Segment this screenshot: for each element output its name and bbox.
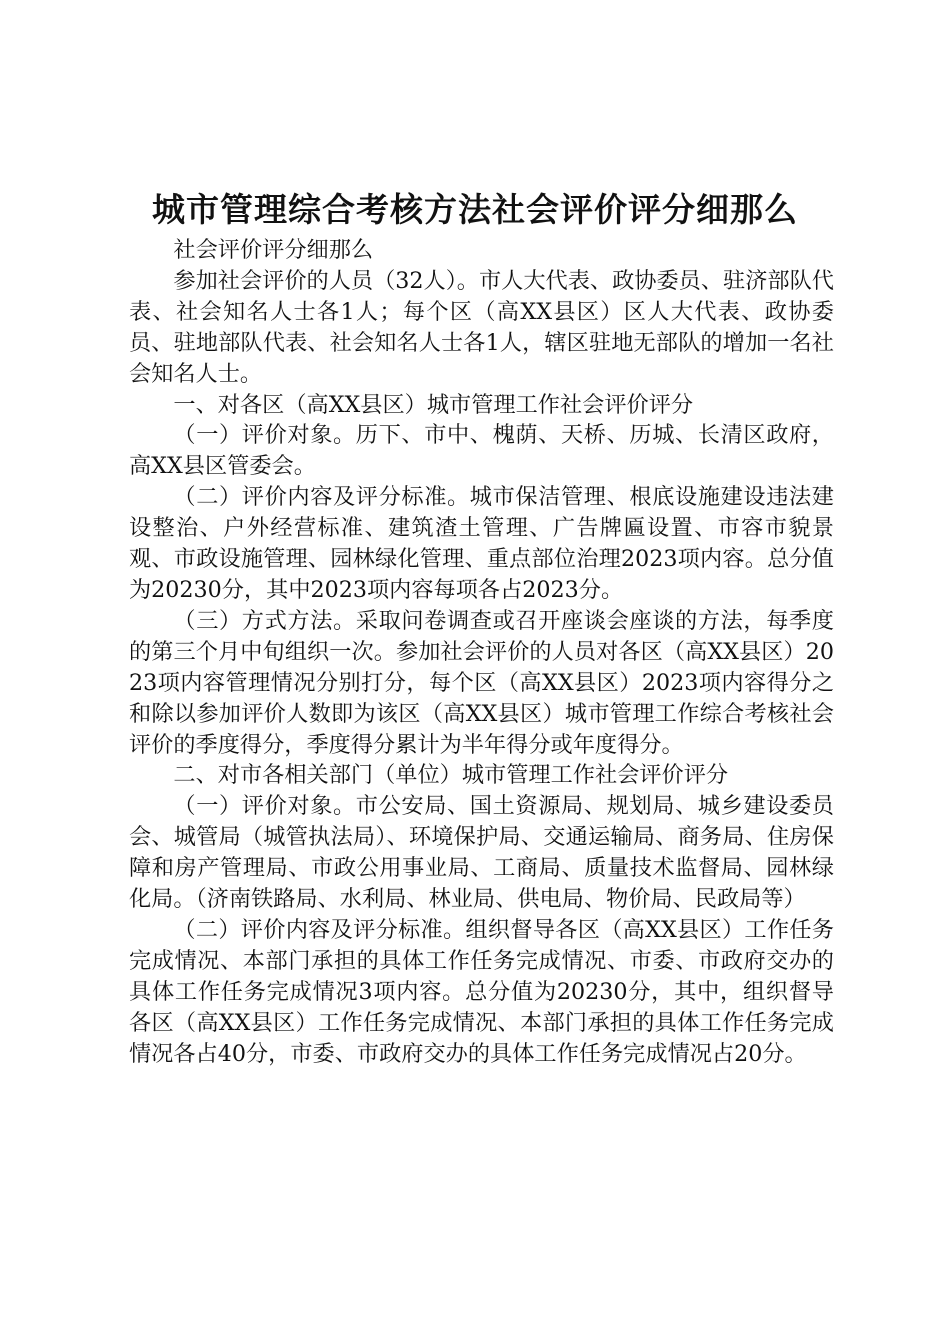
paragraph-section-one-objects: （一）评价对象。历下、市中、槐荫、天桥、历城、长清区政府，高XX县区管委会。 [129, 422, 834, 480]
paragraph-section-one-heading: 一、对各区（高XX县区）城市管理工作社会评价评分 [173, 391, 694, 418]
paragraph-section-two-heading: 二、对市各相关部门（单位）城市管理工作社会评价评分 [173, 762, 729, 789]
paragraph-section-one-content: （二）评价内容及评分标准。城市保洁管理、根底设施建设违法建设整治、户外经营标准、建筑渣土管理、广告牌匾设置、市容市貌景观、市政设施管理、园林绿化管理、重点部位治理2023项内容。总分值为20230分，其中2023项内容每项各占2023分。 [129, 484, 834, 603]
paragraph-participants: 参加社会评价的人员（32人）。市人大代表、政协委员、驻济部队代表、社会知名人士各1人；每个区（高XX县区）区人大代表、政协委员、驻地部队代表、社会知名人士各1人，辖区驻地无部队的增加一名社会知名人士。 [129, 267, 834, 387]
paragraph-section-two-objects: （一）评价对象。市公安局、国土资源局、规划局、城乡建设委员会、城管局（城管执法局）、环境保护局、交通运输局、商务局、住房保障和房产管理局、市政公用事业局、工商局、质量技术监督局、园林绿化局。（济南铁路局、水利局、林业局、供电局、物价局、民政局等） [129, 793, 834, 913]
document-title: 城市管理综合考核方法社会评价评分细那么 [152, 190, 798, 229]
paragraph-subtitle: 社会评价评分细那么 [173, 237, 374, 263]
document-body [129, 235, 834, 1069]
paragraph-section-two-content: （二）评价内容及评分标准。组织督导各区（高XX县区）工作任务完成情况、本部门承担的具体工作任务完成情况、市委、市政府交办的具体工作任务完成情况3项内容。总分值为20230分，其中，组织督导各区（高XX县区）工作任务完成情况、本部门承担的具体工作任务完成情况各占40分，市委、市政府交办的具体工作任务完成情况占20分。 [129, 916, 834, 1067]
paragraph-section-one-methods: （三）方式方法。采取问卷调查或召开座谈会座谈的方法，每季度的第三个月中旬组织一次。参加社会评价的人员对各区（高XX县区）2023项内容管理情况分别打分，每个区（高XX县区）2023项内容得分之和除以参加评价人数即为该区（高XX县区）城市管理工作综合考核社会评价的季度得分，季度得分累计为半年得分或年度得分。 [129, 607, 834, 758]
